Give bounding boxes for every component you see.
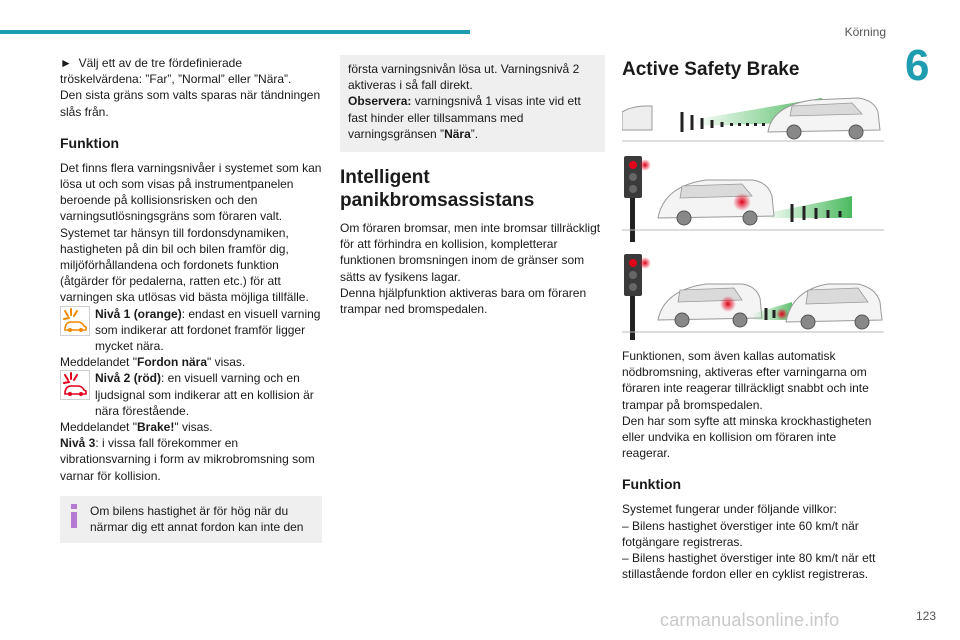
level-2-row — [60, 370, 322, 419]
level-2-msg-prefix: Meddelandet " — [60, 420, 137, 435]
level-1-msg-suffix: " visas. — [207, 355, 246, 370]
level-2-desc: : en visuell varning och en ljudsignal som indikerar att en kollision är nära förestående. — [95, 371, 314, 418]
observe-label: Observera: — [348, 94, 412, 109]
chapter-number: 6 — [905, 41, 930, 90]
info-box — [60, 496, 322, 543]
level-1-message — [60, 354, 322, 370]
info-box-continued — [340, 55, 605, 152]
observe-desc: varningsnivå 1 visas inte vid ett fast hinder eller tillsammans med varningsgränsen ” — [348, 94, 581, 141]
chapter-title: Körning — [844, 25, 886, 39]
level-2-message — [60, 419, 322, 435]
funktion-heading: Funktion — [60, 134, 120, 151]
observe-end: ”. — [470, 126, 479, 141]
funktion-text: Det finns flera varningsnivåer i systemet som kan lösa ut och som visas på instrumentpanelen beroende på kollisionsrisken och den varningsutlösningsgräns som föraren valt. Systemet tar hänsyn till fordonsdynamiken, hastigheten på din bil och bilen framför dig, miljöförhållandena och fordonets funktion (åtgärder för pedalerna, ratten etc.) för att varningen ska utlösas vid bästa möjliga tillfälle. — [60, 160, 322, 305]
box-text-1: första varningsnivån lösa ut. Varningsnivå 2 aktiveras i så fall direkt. — [348, 62, 580, 93]
intro-line-2: Den sista gräns som valts sparas när tändningen slås från. — [60, 88, 321, 119]
level-1-title: Nivå 1 (orange) — [95, 306, 182, 321]
intro-paragraph — [60, 55, 322, 120]
level-1-desc: : endast en visuell varning som indikerar att fordonet framför ligger mycket nära. — [95, 306, 321, 354]
bullet-arrow: ► — [60, 56, 72, 70]
header-accent-bar — [0, 30, 470, 34]
level-2-msg: Brake! — [136, 420, 175, 435]
car-following-scene-icon — [622, 92, 884, 144]
section-heading-active-safety-brake: Active Safety Brake — [622, 59, 800, 80]
watermark: carmanualsonline.info — [660, 610, 840, 630]
traffic-light-close-car-scene-icon — [622, 250, 884, 342]
conditions-intro: Systemet fungerar under följande villkor: — [622, 502, 837, 517]
panic-brake-text-1: Om föraren bromsar, men inte bromsar tillräckligt för att förhindra en kollision, kompletterar funktionen bromsningen inom de gränser som sätts av fysikens lagar. — [340, 221, 601, 284]
info-icon — [69, 504, 79, 528]
info-text: Om bilens hastighet är för hög när du närmar dig ett annat fordon kan inte den — [90, 503, 304, 535]
traffic-light-braking-scene-icon — [622, 152, 884, 244]
box-observe-text — [348, 93, 597, 142]
section-heading-panic-brake: Intelligent panikbromsassistans — [340, 167, 535, 212]
collision-warning-red-icon — [60, 370, 90, 400]
column-right — [622, 55, 884, 582]
level-3-paragraph — [60, 435, 322, 484]
level-1-row — [60, 306, 322, 355]
column-middle — [340, 55, 605, 317]
level-2-title: Nivå 2 (röd) — [95, 371, 162, 386]
funktion-heading-right: Funktion — [622, 476, 682, 493]
level-2-msg-suffix: " visas. — [174, 420, 213, 435]
level-1-msg-prefix: Meddelandet " — [60, 355, 137, 370]
page-number: 123 — [915, 609, 936, 623]
column-left — [60, 55, 322, 543]
panic-brake-text-2: Denna hjälpfunktion aktiveras bara om föraren trampar ned bromspedalen. — [340, 285, 587, 317]
collision-warning-orange-icon — [60, 306, 90, 336]
level-1-text — [95, 306, 322, 355]
condition-1: – Bilens hastighet överstiger inte 60 km/t när fotgängare registreras. — [622, 518, 859, 549]
observe-bold: Nära — [444, 126, 471, 141]
level-3-desc: : i vissa fall förekommer en vibrationsvarning i form av mikrobromsning som varnar för kollision. — [60, 436, 315, 483]
level-2-text — [95, 370, 322, 419]
asb-para-2: Den har som syfte att minska krockhastigheten eller undvika en kollision om föraren inte reagerar. — [622, 413, 872, 461]
level-3-title: Nivå 3 — [60, 436, 96, 451]
condition-2: – Bilens hastighet överstiger inte 80 km/t när ett stillastående fordon eller en cyklist registreras. — [622, 551, 876, 582]
intro-line-1: Välj ett av de tre fördefinierade tröskelvärdena: ”Far”, ”Normal” eller ”Nära”. — [60, 56, 292, 87]
asb-para-1: Funktionen, som även kallas automatisk nödbromsning, aktiveras efter varningarna om föraren inte reagerar tillräckligt snabbt och inte trampar på bromspedalen. — [622, 349, 869, 412]
level-1-msg: Fordon nära — [136, 355, 207, 370]
